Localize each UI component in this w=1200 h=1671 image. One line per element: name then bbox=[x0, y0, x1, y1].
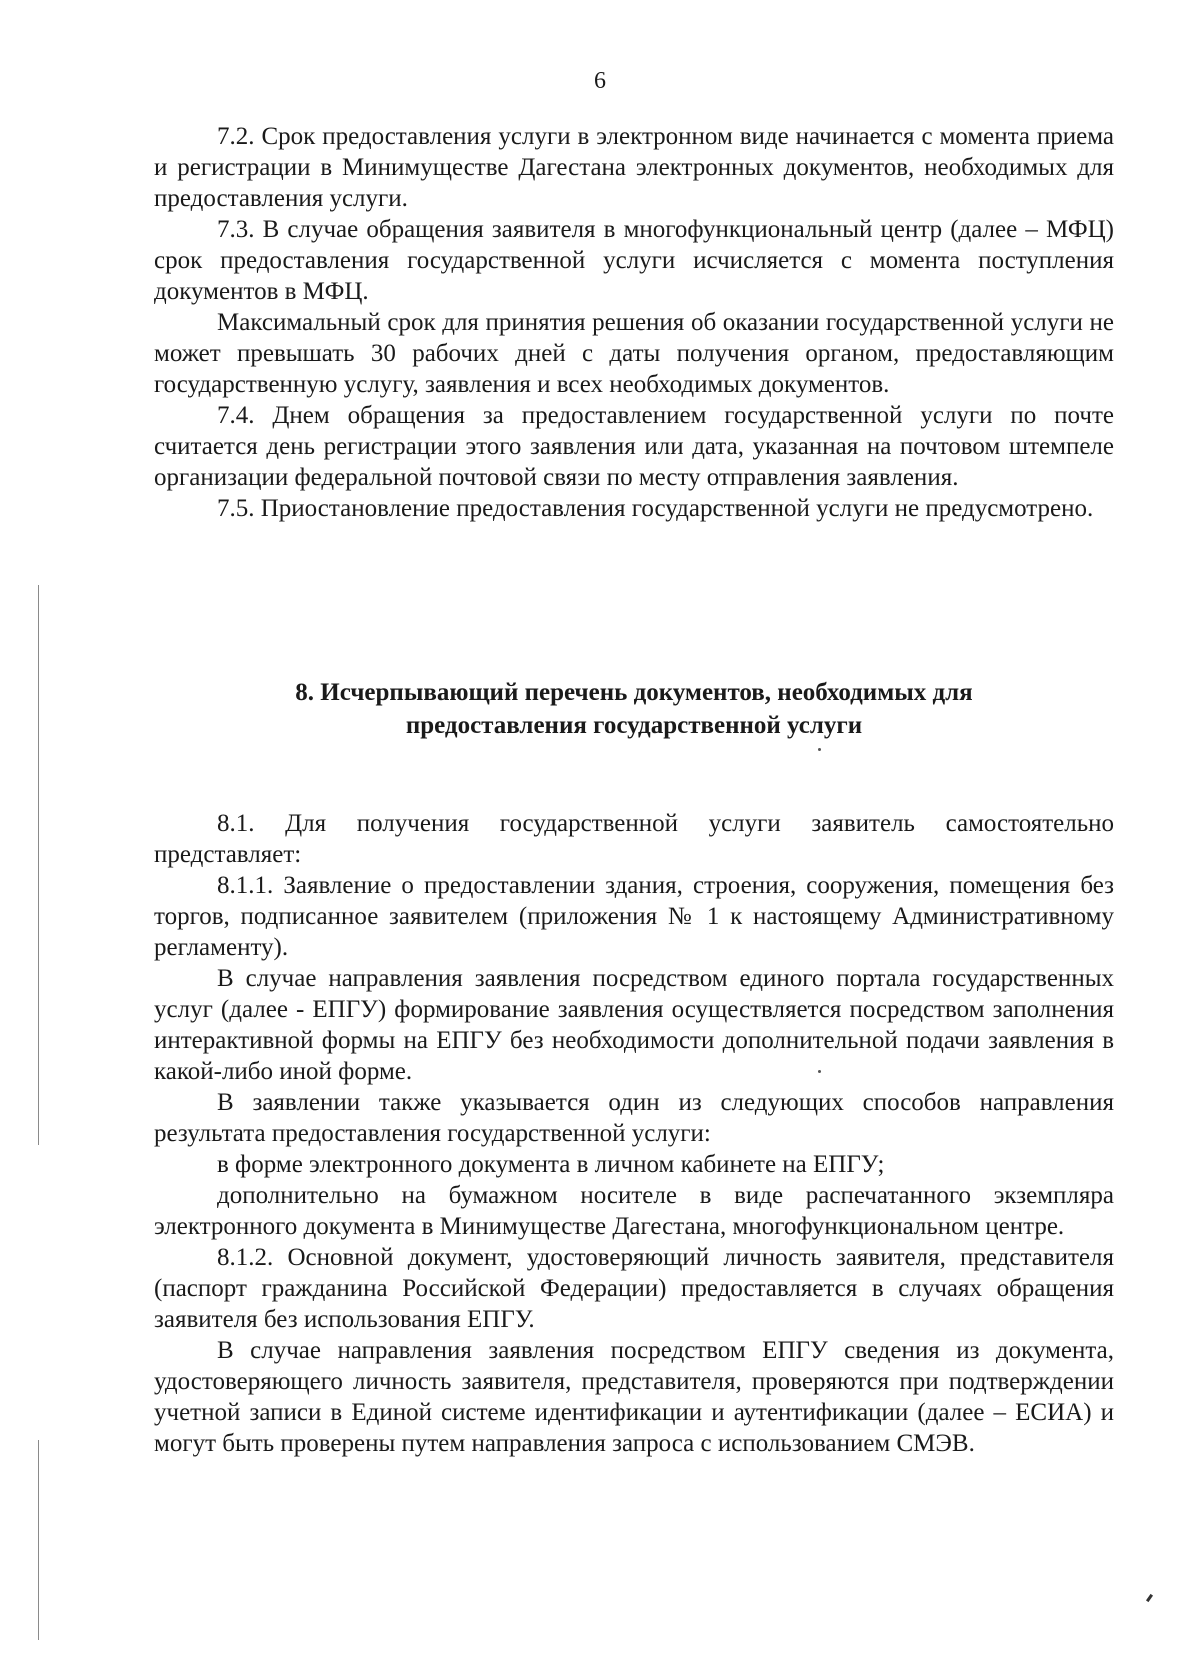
paragraph-esia: В случае направления заявления посредством ЕПГУ сведения из документа, удостоверяющего личность заявителя, представителя, проверяются при подтверждении учетной записи в Единой системе идентификации и аутентификации (далее – ЕСИА) и могут быть проверены путем направления запроса с использованием СМЭВ. bbox=[154, 1337, 1114, 1457]
section-8-heading bbox=[154, 676, 1114, 742]
heading-line-1: 8. Исчерпывающий перечень документов, необходимых для bbox=[295, 679, 973, 706]
scan-speck bbox=[818, 748, 821, 751]
paragraph-8-1-2: 8.1.2. Основной документ, удостоверяющий личность заявителя, представителя (паспорт гражданина Российской Федерации) предоставляется в случаях обращения заявителя без использования ЕПГУ. bbox=[154, 1244, 1114, 1333]
section-8-text bbox=[154, 808, 1114, 1459]
paragraph-result-methods: В заявлении также указывается один из следующих способов направления результата предоставления государственной услуги: bbox=[154, 1089, 1114, 1147]
section-7-text bbox=[154, 121, 1114, 524]
paragraph-7-3: 7.3. В случае обращения заявителя в многофункциональный центр (далее – МФЦ) срок предоставления государственной услуги исчисляется с момента поступления документов в МФЦ. bbox=[154, 216, 1114, 305]
scan-margin-line bbox=[38, 585, 39, 1145]
heading-line-2: предоставления государственной услуги bbox=[405, 712, 863, 739]
paragraph-max-term: Максимальный срок для принятия решения об оказании государственной услуги не может превышать 30 рабочих дней с даты получения органом, предоставляющим государственную услугу, заявления и всех необходимых документов. bbox=[154, 309, 1114, 398]
scan-margin-line bbox=[38, 1440, 39, 1640]
paragraph-8-1-1: 8.1.1. Заявление о предоставлении здания, строения, сооружения, помещения без торгов, подписанное заявителем (приложения № 1 к настоящему Административному регламенту). bbox=[154, 872, 1114, 961]
paragraph-8-1: 8.1. Для получения государственной услуги заявитель самостоятельно представляет: bbox=[154, 810, 1114, 868]
paragraph-7-4: 7.4. Днем обращения за предоставлением государственной услуги по почте считается день регистрации этого заявления или дата, указанная на почтовом штемпеле организации федеральной почтовой связи по месту отправления заявления. bbox=[154, 402, 1114, 491]
paragraph-paper-form: дополнительно на бумажном носителе в виде распечатанного экземпляра электронного документа в Минимуществе Дагестана, многофункциональном центре. bbox=[154, 1182, 1114, 1240]
paragraph-7-2: 7.2. Срок предоставления услуги в электронном виде начинается с момента приема и регистрации в Минимуществе Дагестана электронных документов, необходимых для предоставления услуги. bbox=[154, 123, 1114, 212]
paragraph-7-5: 7.5. Приостановление предоставления государственной услуги не предусмотрено. bbox=[217, 495, 1094, 522]
scan-speck bbox=[818, 1070, 821, 1073]
paragraph-electronic-form: в форме электронного документа в личном кабинете на ЕПГУ; bbox=[217, 1151, 885, 1178]
scan-speck bbox=[1146, 1594, 1153, 1602]
page-number: 6 bbox=[594, 68, 606, 94]
paragraph-epgu-case: В случае направления заявления посредством единого портала государственных услуг (далее - ЕПГУ) формирование заявления осуществляется посредством заполнения интерактивной формы на ЕПГУ без необходимости дополнительной подачи заявления в какой-либо иной форме. bbox=[154, 965, 1114, 1085]
